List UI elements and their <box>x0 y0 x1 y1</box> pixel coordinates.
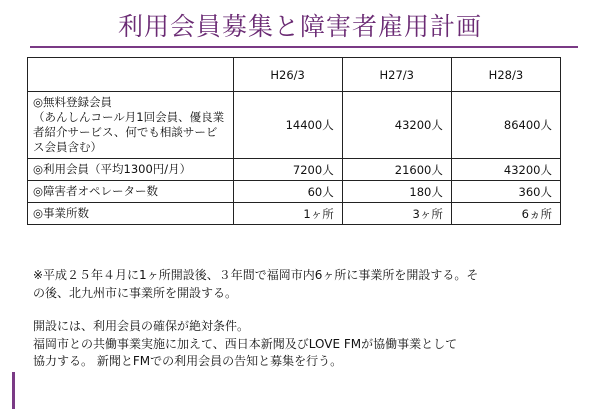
table-header-row <box>28 58 561 92</box>
label-line: 者紹介サービス、何でも相談サービ <box>33 125 218 139</box>
table-row-free-members <box>28 92 561 159</box>
note-office-plan <box>33 267 578 302</box>
page-title: 利用会員募集と障害者雇用計画 <box>117 12 482 41</box>
header-cell-h28: H28/3 <box>451 58 560 92</box>
note-line: 開設には、利用会員の確保が絶対条件。 <box>33 319 250 333</box>
label-line: ◎無料登録会員 <box>33 95 113 109</box>
row-label <box>28 92 234 159</box>
value-cell: 86400人 <box>451 92 560 159</box>
row-label: ◎事業所数 <box>28 203 234 225</box>
header-cell-h26: H26/3 <box>233 58 342 92</box>
note-line: 福岡市との共働事業実施に加えて、西日本新聞及びLOVE FMが協働事業として <box>33 336 458 351</box>
value-cell: 1ヶ所 <box>233 203 342 225</box>
value-cell: 14400人 <box>233 92 342 159</box>
value-cell: 6ヵ所 <box>451 203 560 225</box>
table-row-operators <box>28 181 561 203</box>
value-cell: 3ヶ所 <box>342 203 451 225</box>
value-cell: 43200人 <box>342 92 451 159</box>
value-cell: 21600人 <box>342 159 451 181</box>
value-cell: 360人 <box>451 181 560 203</box>
note-line: ※平成２５年４月に1ヶ所開設後、３年間で福岡市内6ヶ所に事業所を開設する。そ <box>33 268 479 282</box>
table-row-offices <box>28 203 561 225</box>
note-line: 協力する。 新聞とFMでの利用会員の告知と募集を行う。 <box>33 354 343 368</box>
header-cell-h27: H27/3 <box>342 58 451 92</box>
row-label: ◎利用会員（平均1300円/月） <box>28 159 234 181</box>
note-partnership <box>33 318 578 371</box>
value-cell: 43200人 <box>451 159 560 181</box>
value-cell: 180人 <box>342 181 451 203</box>
label-line: （あんしんコール月1回会員、優良業 <box>33 110 225 124</box>
label-line: ス会員含む） <box>33 140 102 154</box>
header-cell-empty <box>28 58 234 92</box>
row-label: ◎障害者オペレーター数 <box>28 181 234 203</box>
value-cell: 60人 <box>233 181 342 203</box>
note-line: の後、北九州市に事業所を開設する。 <box>33 285 238 300</box>
plan-table <box>27 57 561 225</box>
value-cell: 7200人 <box>233 159 342 181</box>
side-accent-bar <box>12 372 15 409</box>
title-divider <box>30 46 578 48</box>
table-row-paid-members <box>28 159 561 181</box>
